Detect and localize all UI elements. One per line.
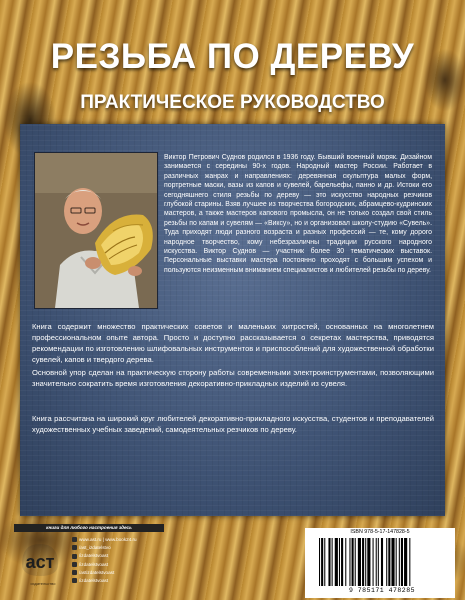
link-instagram[interactable] [72,577,182,585]
publisher-logo [18,538,62,580]
book-subtitle: ПРАКТИЧЕСКОЕ РУКОВОДСТВО [80,92,385,113]
link-vk-text: /ast_izdatelstvo [79,545,111,551]
description-paragraph-3: Книга рассчитана на широкий круг любителей декоративно-прикладного искусства, студентов и преподавателей художественных учебных заведений, самодеятельных резчиков по дереву. [32,414,434,434]
link-telegram[interactable] [72,552,182,560]
youtube-icon [72,562,77,567]
link-website[interactable] [72,536,182,544]
publisher-logo-subtext: издательство [30,581,56,586]
logo-text: аст [25,552,55,572]
description-paragraph-1: Книга содержит множество практических советов и маленьких хитростей, основанных на многолетнем профессиональном опыте автора. Просто и доступно рассказывается о секретах мастерства, приводятся рекомендации по изготовлению шлифовальных инструментов и приспособлений для художественной обработки сувелей, капов и твердого дерева. [32,322,434,364]
facebook-icon [72,570,77,575]
publisher-links [72,536,182,585]
link-vk[interactable] [72,544,182,552]
link-instagram-text: /izdatelstvoast [79,577,109,583]
telegram-icon [72,554,77,559]
author-photo [34,152,158,309]
link-telegram-text: /izdatelstvoast [79,553,109,559]
barcode [319,538,445,586]
author-photo-illustration [35,153,157,308]
link-facebook[interactable] [72,569,182,577]
ean-digits: 9 785171 478285 [348,587,415,594]
link-youtube-text: /izdatelstvoast [79,561,109,567]
link-youtube[interactable] [72,561,182,569]
book-title: РЕЗЬБА ПО ДЕРЕВУ [50,37,415,76]
content-panel [20,124,445,516]
description-paragraph-2: Основной упор сделан на практическую сторону работы современными электроинструментами, позволяющими значительно сократить время изготовления декоративно-прикладных изделий из сувеля. [32,368,434,388]
footer [0,516,465,600]
title-band [0,12,465,117]
instagram-icon [72,578,77,583]
vk-icon [72,545,77,550]
link-website-text: www.ast.ru | www.book24.ru [79,537,137,542]
author-biography: Виктор Петрович Суднов родился в 1936 году. Бывший военный моряк. Дизайном занимается с середины 90-х годов. Народный мастер России. Работает в различных жанрах и направлениях: деревянная скульптура малых форм, портретные маски, вазы из капов и сувелей, барельефы, панно и др. Истоки его сегодняшнего стиля резьбы по дереву — это искусство народных резчиков глубокой старины. Взяв лучшее из творчества богородских, абрамцево-кудринских мастеров, а также мастеров капового промысла, он не только создал свой стиль резьбы по капам и сувелям — «Виксу», но и организовал школу-студию «Сувель». Туда приходят люди разного возраста и разных профессий — те, кому дорого народное творчество, кому небезразличны традиции русского народного искусства. Виктор Суднов — участник более 30 тематических выставок. Персональные выставки мастера постоянно проходят с большим успехом и пользуются неизменным вниманием специалистов и любителей резьбы по дереву. [164,154,432,274]
ast-logo-icon [18,538,62,580]
barcode-box [305,528,455,598]
publisher-tagline: книги для любого настроения здесь [14,524,164,532]
isbn-number: ISBN 978-5-17-147828-5 [350,529,410,535]
globe-icon [72,537,77,542]
link-facebook-text: /astizdatelstvoast [79,569,115,575]
